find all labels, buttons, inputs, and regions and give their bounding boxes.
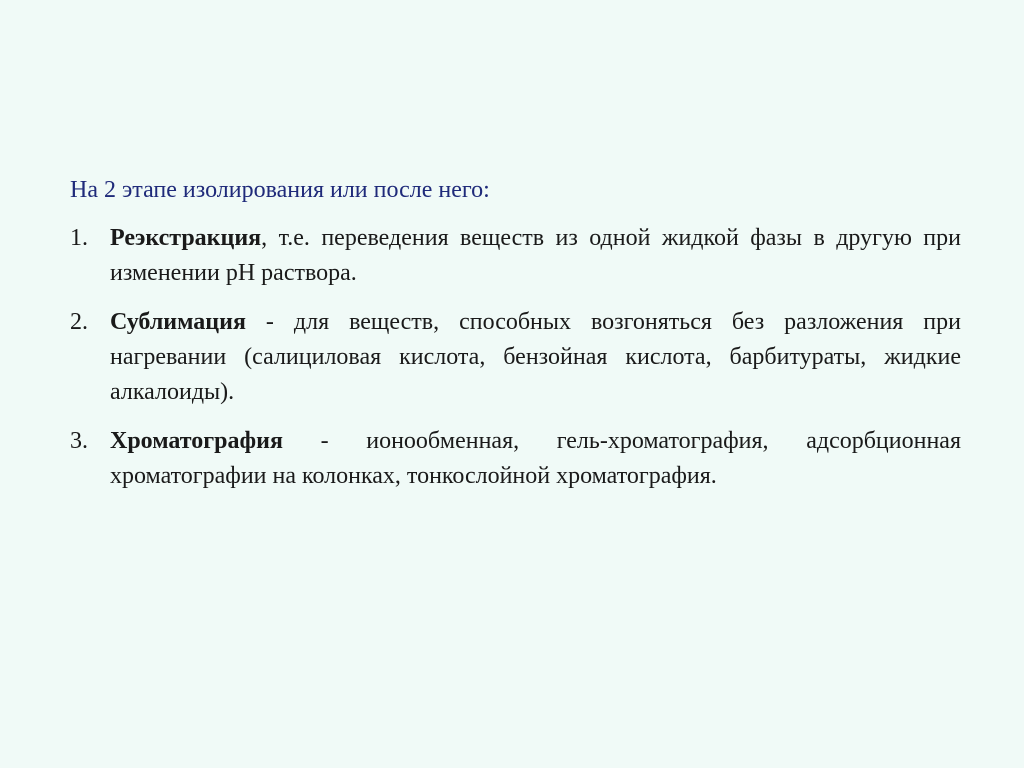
list-item-text: - для веществ, способных возгоняться без разложения при нагревании (салициловая кислота, бензойная кислота, барбитураты, жидкие алкалоиды). <box>110 309 961 405</box>
list-item <box>70 221 961 291</box>
list-item-term: Сублимация <box>110 309 246 335</box>
list-item-body <box>110 424 961 494</box>
list-item-body <box>110 221 961 291</box>
list-item <box>70 305 961 410</box>
list-item-text: - ионообменная, гель-хроматография, адсорбционная хроматографии на колонках, тонкослойной хроматография. <box>110 428 961 489</box>
list-item-body <box>110 305 961 410</box>
list-item-text: , т.е. переведения веществ из одной жидкой фазы в другую при изменении pH раствора. <box>110 225 961 286</box>
list-item-number: 1. <box>70 225 88 251</box>
list-item-number: 3. <box>70 428 88 454</box>
list-item <box>70 424 961 494</box>
slide-content <box>70 173 961 508</box>
list-item-term: Реэкстракция <box>110 225 262 251</box>
list-item-number: 2. <box>70 309 88 335</box>
list-item-term: Хроматография <box>110 428 283 454</box>
intro-line: На 2 этапе изолирования или после него: <box>70 177 490 203</box>
